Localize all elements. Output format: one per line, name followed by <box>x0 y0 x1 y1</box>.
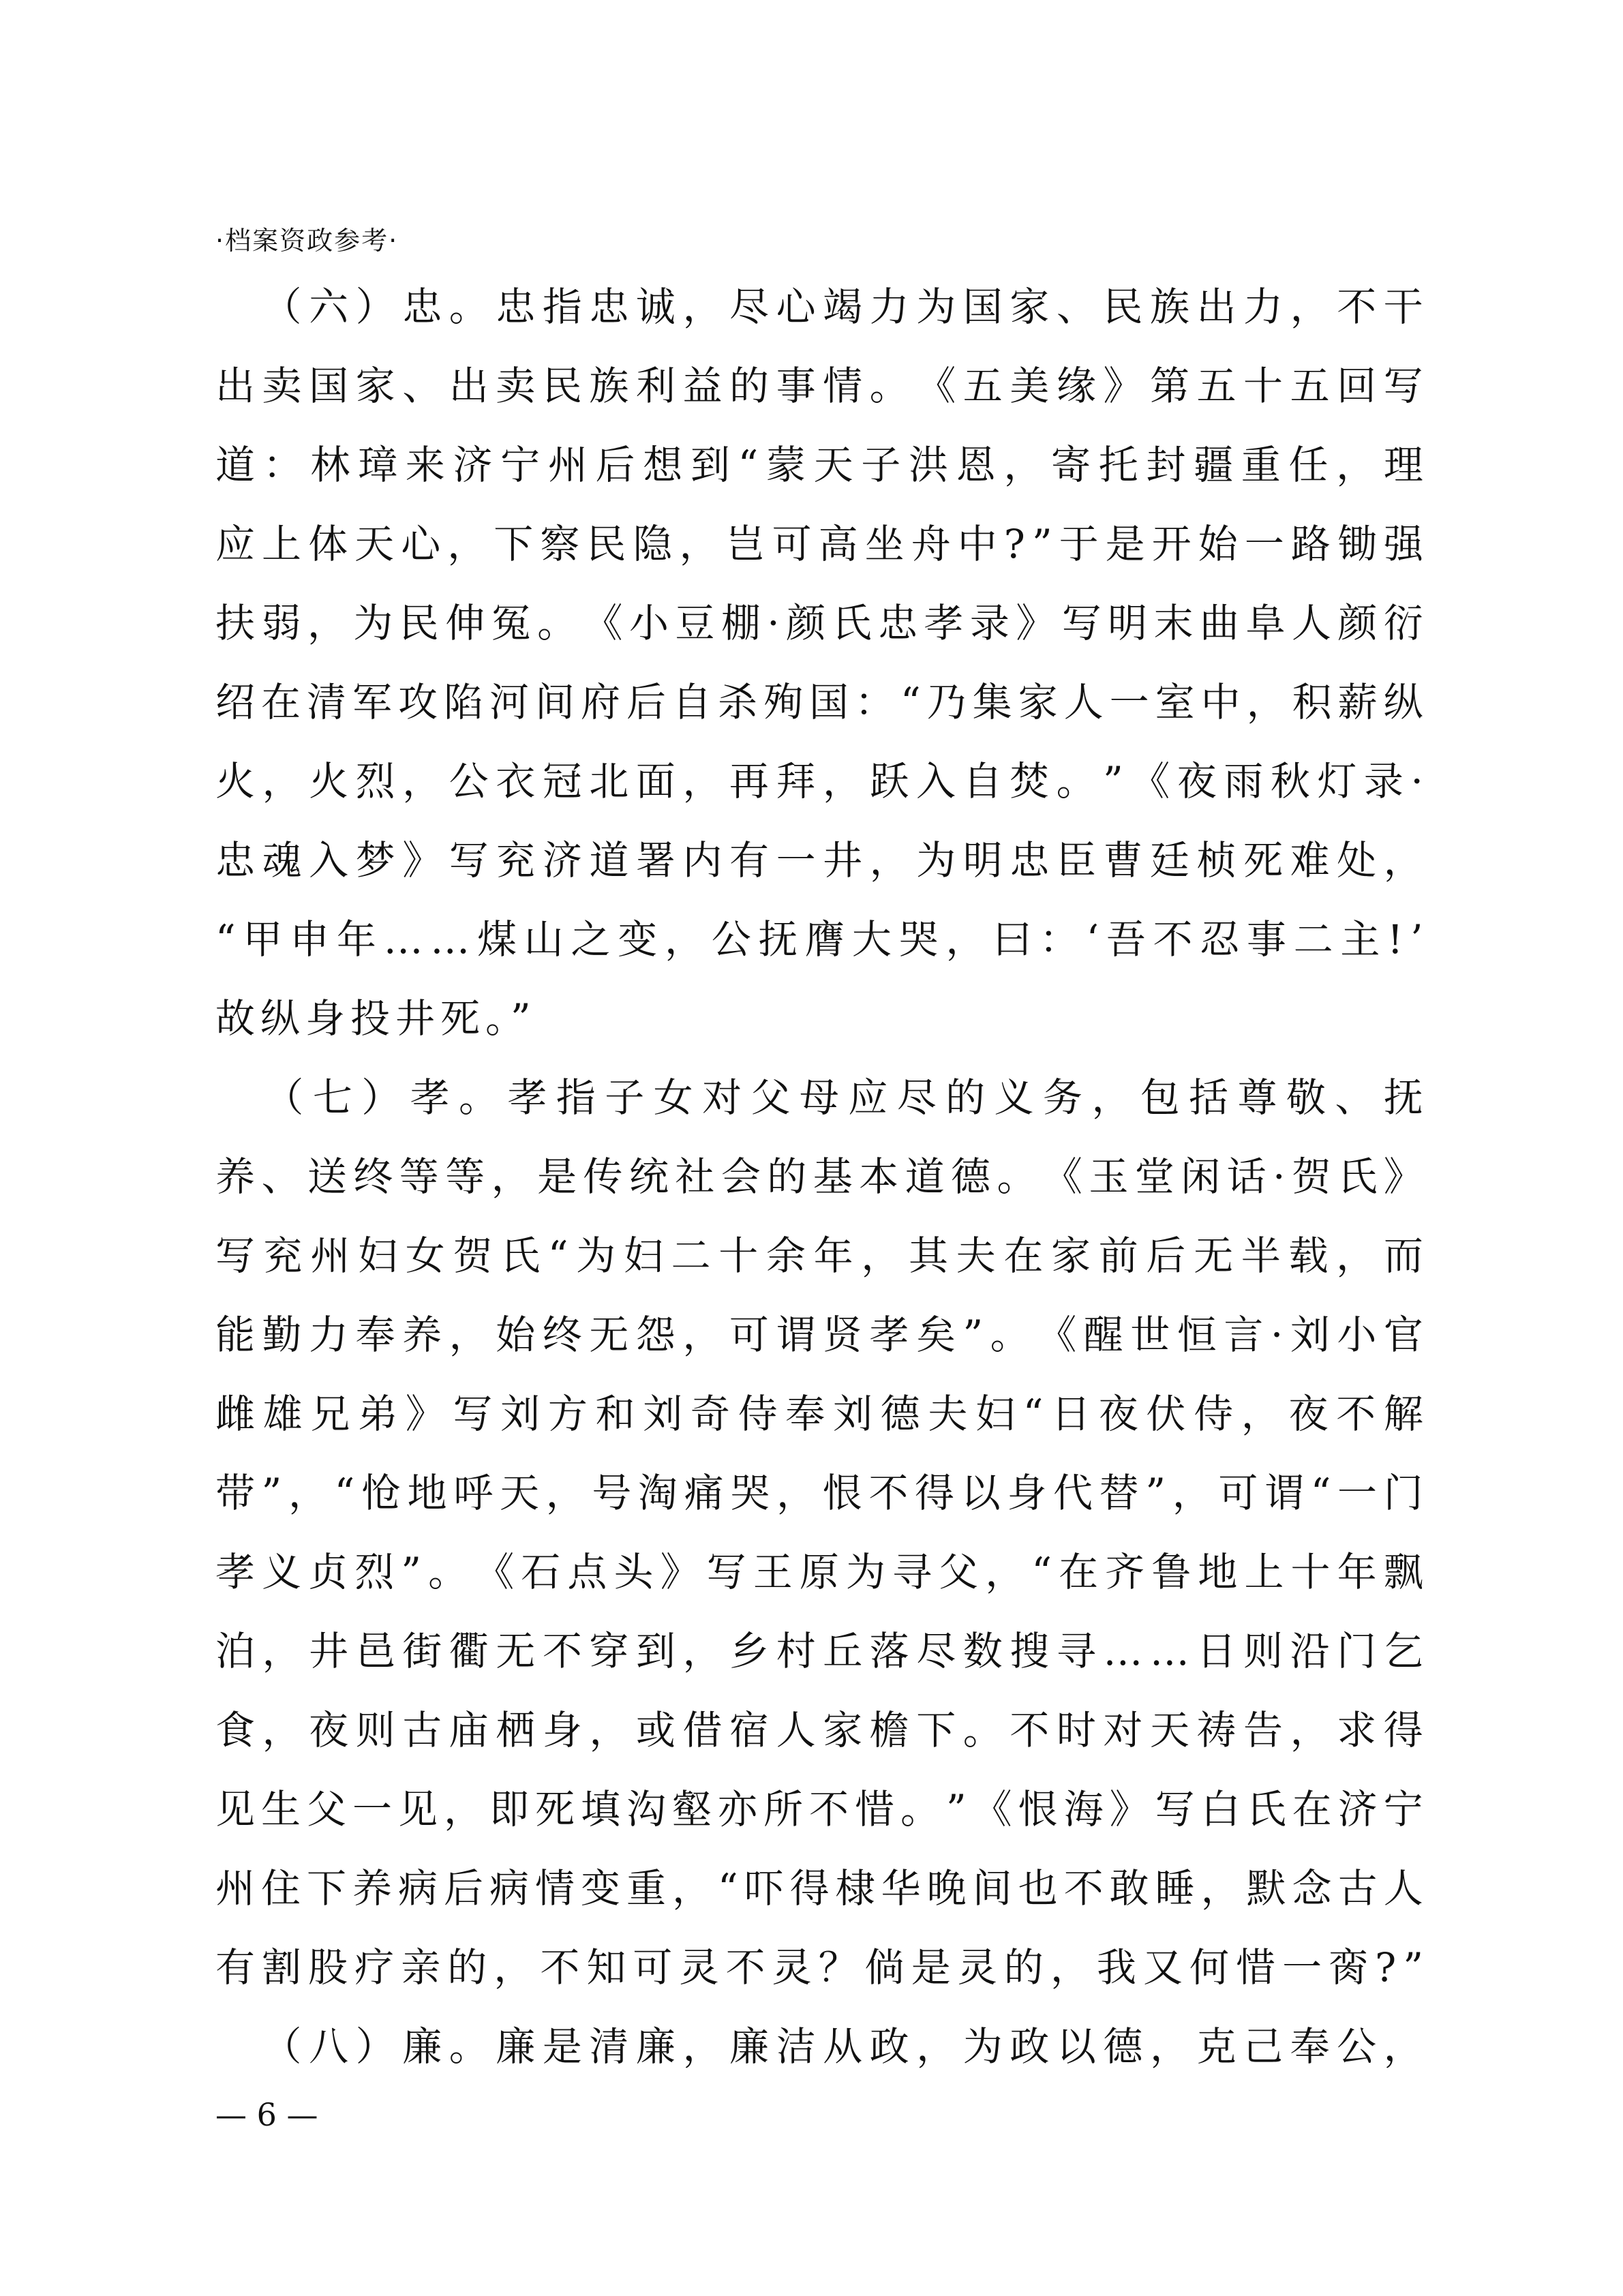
text-line: 见 生 父 一 见 ， 即 死 填 沟 壑 亦 所 不 惜 。 ” 《 恨 海 》 写 白 氏 在 济 宁 <box>215 1786 1423 1832</box>
page-number: — 6 — <box>215 2096 318 2133</box>
text-line: 出 卖 国 家 、 出 卖 民 族 利 益 的 事 情 。 《 五 美 缘 》 第 五 十 五 回 写 <box>215 363 1423 409</box>
text-line: 写 兖 州 妇 女 贺 氏 “ 为 妇 二 十 余 年 ， 其 夫 在 家 前 后 无 半 载 ， 而 <box>215 1233 1423 1279</box>
text-line: 食 ， 夜 则 古 庙 栖 身 ， 或 借 宿 人 家 檐 下 。 不 时 对 天 祷 告 ， 求 得 <box>215 1707 1423 1753</box>
text-line: 故纵身投井死。” <box>215 995 536 1042</box>
text-line: 泊 ， 井 邑 街 衢 无 不 穿 到 ， 乡 村 丘 落 尽 数 搜 寻 … … 日 则 沿 门 乞 <box>215 1628 1423 1674</box>
text-line: 忠 魂 入 梦 》 写 兖 济 道 署 内 有 一 井 ， 为 明 忠 臣 曹 廷 桢 死 难 处 ， <box>215 837 1423 883</box>
text-line: 绍 在 清 军 攻 陷 河 间 府 后 自 杀 殉 国 ： “ 乃 集 家 人 一 室 中 ， 积 薪 纵 <box>215 679 1423 725</box>
text-line: （ 八 ） 廉 。 廉 是 清 廉 ， 廉 洁 从 政 ， 为 政 以 德 ， 克 己 奉 公 ， <box>262 2023 1423 2070</box>
text-line: （ 七 ） 孝 。 孝 指 子 女 对 父 母 应 尽 的 义 务 ， 包 括 尊 敬 、 抚 <box>264 1074 1423 1121</box>
text-line: 州 住 下 养 病 后 病 情 变 重 ， “ 吓 得 棣 华 晚 间 也 不 敢 睡 ， 默 念 古 人 <box>215 1865 1423 1912</box>
text-line: 火 ， 火 烈 ， 公 衣 冠 北 面 ， 再 拜 ， 跃 入 自 焚 。 ” 《 夜 雨 秋 灯 录 · <box>215 758 1423 804</box>
text-line: 带 ” ， “ 怆 地 呼 天 ， 号 淘 痛 哭 ， 恨 不 得 以 身 代 替 ” ， 可 谓 “ 一 门 <box>215 1470 1423 1516</box>
text-line: 应 上 体 天 心 ， 下 察 民 隐 ， 岂 可 高 坐 舟 中 ? ” 于 是 开 始 一 路 锄 强 <box>215 521 1423 567</box>
text-line: 道 ： 林 璋 来 济 宁 州 后 想 到 “ 蒙 天 子 洪 恩 ， 寄 托 封 疆 重 任 ， 理 <box>215 442 1423 488</box>
text-line: 扶 弱 ， 为 民 伸 冤 。 《 小 豆 棚 · 颜 氏 忠 孝 录 》 写 明 末 曲 阜 人 颜 衍 <box>215 600 1423 646</box>
text-line: 有 割 股 疗 亲 的 ， 不 知 可 灵 不 灵 ？ 倘 是 灵 的 ， 我 又 何 惜 一 脔 ? ” <box>215 1944 1423 1991</box>
text-line: 养 、 送 终 等 等 ， 是 传 统 社 会 的 基 本 道 德 。 《 玉 堂 闲 话 · 贺 氏 》 <box>215 1153 1423 1200</box>
text-line: 能 勤 力 奉 养 ， 始 终 无 怨 ， 可 谓 贤 孝 矣 ” 。 《 醒 世 恒 言 · 刘 小 官 <box>215 1312 1423 1358</box>
running-header: ·档案资政参考· <box>215 226 399 256</box>
text-line: 雌 雄 兄 弟 》 写 刘 方 和 刘 奇 侍 奉 刘 德 夫 妇 “ 日 夜 伏 侍 ， 夜 不 解 <box>215 1391 1423 1437</box>
body-text <box>215 267 1423 2086</box>
text-line: （ 六 ） 忠 。 忠 指 忠 诚 ， 尽 心 竭 力 为 国 家 、 民 族 出 力 ， 不 干 <box>262 284 1423 330</box>
text-line: 孝 义 贞 烈 ” 。 《 石 点 头 》 写 王 原 为 寻 父 ， “ 在 齐 鲁 地 上 十 年 飘 <box>215 1549 1423 1595</box>
text-line: “ 甲 申 年 … … 煤 山 之 变 ， 公 抚 膺 大 哭 ， 曰 ： ‘ 吾 不 忍 事 二 主 ! ’ <box>215 916 1423 963</box>
